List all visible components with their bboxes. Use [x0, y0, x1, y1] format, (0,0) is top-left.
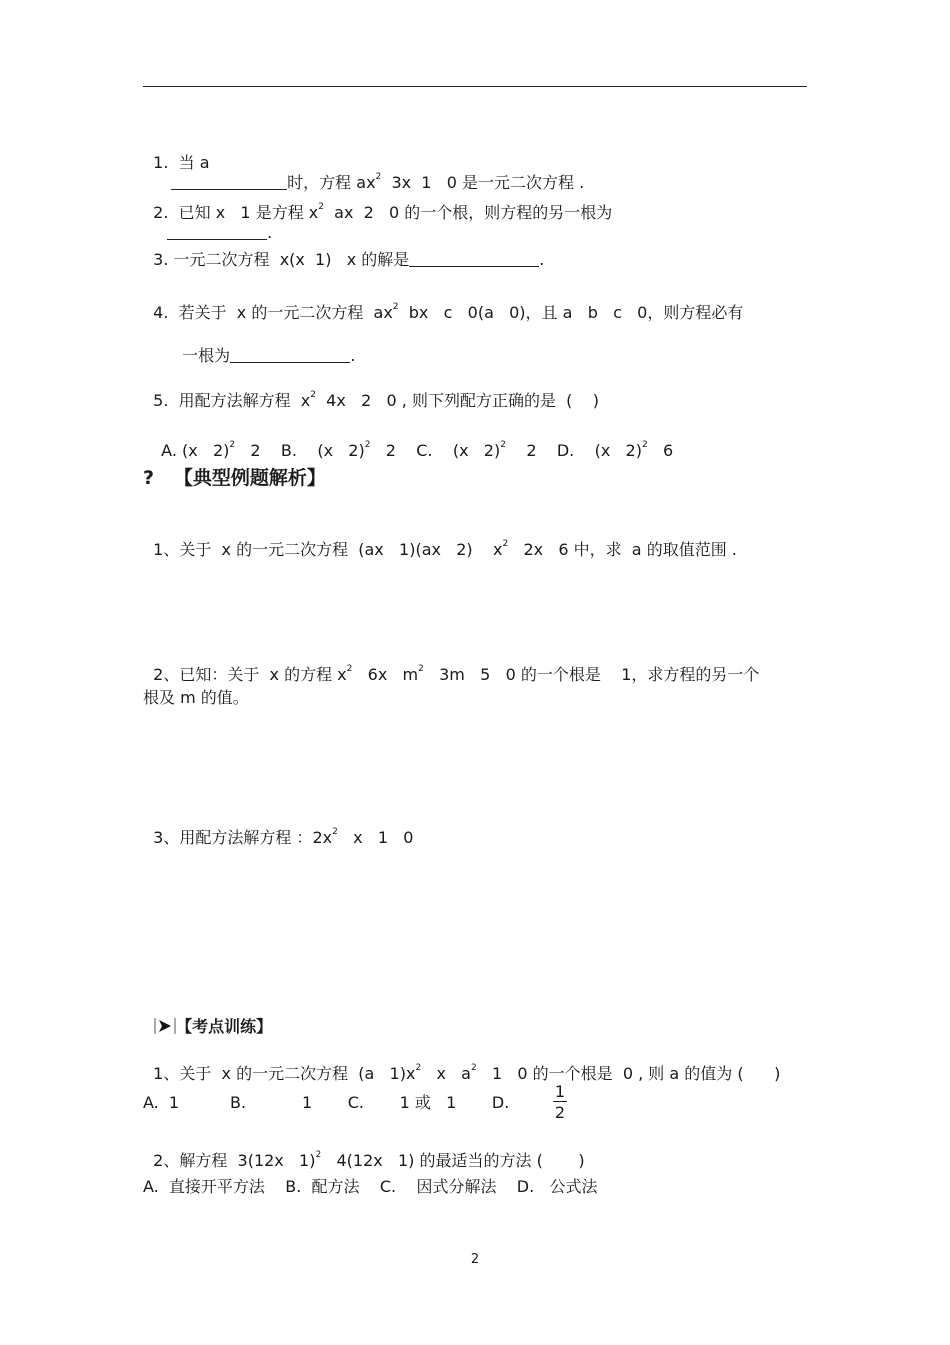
e3-text-a: 3、用配方法解方程 ：2x [153, 828, 333, 847]
question-4 [143, 283, 743, 323]
question-4-continued [172, 326, 355, 366]
q5-opt-d-exp: 2 [641, 440, 648, 450]
e2-text-a: 2、已知：关于 x 的方程 x [153, 665, 347, 684]
t2-text-a: 2、解方程 3(12x 1) [153, 1151, 316, 1170]
q4-text-a: 4. 若关于 x 的一元二次方程 ax [153, 303, 393, 322]
e3-exponent: 2 [332, 827, 338, 837]
t1-text-b: x a [421, 1064, 471, 1083]
q4-blank[interactable] [230, 348, 350, 363]
t1-text-c: 1 0 的一个根是 0 , 则 a 的值为 ( ) [476, 1064, 781, 1083]
q5-opt-c-exp: 2 [500, 440, 506, 450]
example-2-continued: 根及 m 的值。 [143, 688, 249, 707]
q2-text-a: 2. 已知 x 1 是方程 x [153, 203, 319, 222]
q3-text-a: 3. 一元二次方程 x(x 1) x 的解是 [153, 250, 410, 269]
e2-exponent-2: 2 [418, 664, 424, 674]
training-1-options: A. 1 B. 1 C. 1 或 1 D. [143, 1093, 510, 1112]
question-3 [143, 230, 544, 270]
e1-text-a: 1、关于 x 的一元二次方程 (ax 1)(ax 2) x [153, 540, 503, 559]
e1-exponent: 2 [502, 539, 509, 549]
q4-exponent: 2 [392, 302, 399, 312]
q2-text-c: . [267, 223, 273, 242]
fraction-bar [553, 1101, 567, 1102]
t1-exponent-1: 2 [415, 1063, 422, 1073]
q3-blank[interactable] [409, 252, 539, 267]
q5-opt-d-tail: 6 [647, 441, 674, 460]
q5-text-b: 4x 2 0 , 则下列配方正确的是 ( ) [316, 391, 599, 410]
t1-text-a: 1、关于 x 的一元二次方程 (a 1)x [153, 1064, 416, 1083]
question-5 [143, 371, 599, 411]
q3-text-b: . [539, 250, 545, 269]
q5-opt-b: 2 B. (x 2) [235, 441, 365, 460]
question-5-options [151, 421, 673, 461]
example-2 [143, 645, 759, 685]
section-heading-training [143, 997, 272, 1037]
e3-text-b: x 1 0 [337, 828, 414, 847]
q1-text-c: 3x 1 0 是一元二次方程 . [381, 173, 585, 192]
t1-exponent-2: 2 [470, 1063, 477, 1073]
q5-exponent: 2 [310, 390, 316, 400]
training-1 [143, 1044, 780, 1084]
e2-text-b: 6x m [352, 665, 419, 684]
t1-option-d-fraction [553, 1082, 567, 1121]
training-heading-text: 【考点训练】 [176, 1017, 273, 1036]
q5-opt-c: 2 C. (x 2) [370, 441, 501, 460]
q5-opt-d: 2 D. (x 2) [505, 441, 642, 460]
e1-text-b: 2x 6 中，求 a 的取值范围 . [508, 540, 737, 559]
training-2 [143, 1131, 585, 1171]
training-2-options: A. 直接开平方法 B. 配方法 C. 因式分解法 D. 公式法 [143, 1177, 598, 1196]
q4-text-b: bx c 0(a 0)，且 a b c 0，则方程必有 [398, 303, 744, 322]
q5-opt-a: A. (x 2) [161, 441, 230, 460]
page-number: 2 [470, 1252, 480, 1267]
q5-opt-a-exp: 2 [229, 440, 236, 450]
e2-text-c: 3m 5 0 的一个根是 1，求方程的另一个 [423, 665, 760, 684]
t2-exponent: 2 [315, 1150, 322, 1160]
fraction-numerator: 1 [554, 1082, 566, 1101]
q2-text-b: ax 2 0 的一个根，则方程的另一根为 [323, 203, 613, 222]
q5-opt-b-exp: 2 [364, 440, 371, 450]
example-3 [143, 808, 413, 848]
fraction-denominator: 2 [554, 1103, 566, 1122]
q1-exponent: 2 [375, 172, 382, 182]
arrow-icon [154, 1017, 176, 1035]
t2-text-b: 4(12x 1) 的最适当的方法 ( ) [321, 1151, 585, 1170]
q4b-text-b: . [350, 346, 356, 365]
q5-text-a: 5. 用配方法解方程 x [153, 391, 311, 410]
q2-exponent: 2 [318, 202, 324, 212]
example-1 [143, 520, 737, 560]
e2-exponent-1: 2 [346, 664, 353, 674]
top-rule [143, 86, 807, 87]
q1-text-b: 时，方程 ax [287, 173, 376, 192]
q4b-text-a: 一根为 [182, 346, 231, 365]
q1-text-a: 1. 当 a [153, 153, 210, 172]
section-heading-examples: ? 【典型例题解析】 [143, 467, 326, 489]
